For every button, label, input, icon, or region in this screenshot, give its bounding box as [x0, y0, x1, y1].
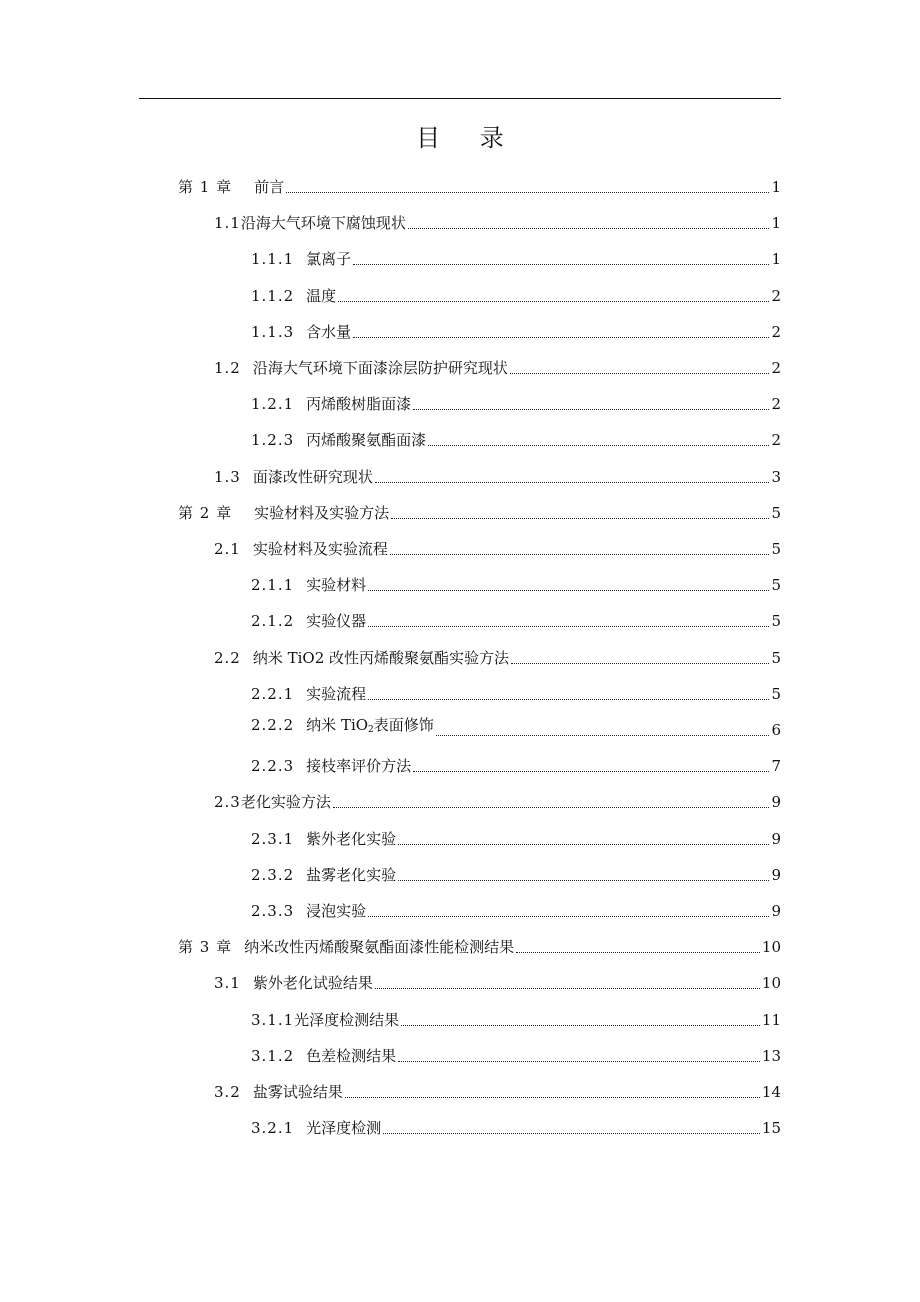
toc-leader-dots — [516, 952, 760, 953]
toc-leader-dots — [398, 880, 769, 881]
toc-entry-number: 2.3 — [214, 793, 241, 811]
toc-entry-label — [214, 1081, 343, 1103]
toc-entry[interactable] — [251, 425, 781, 451]
toc-entry-title: 纳米 TiO2 改性丙烯酸聚氨酯实验方法 — [252, 649, 510, 667]
toc-leader-dots — [391, 518, 769, 519]
toc-page-number: 1 — [771, 214, 781, 232]
toc-page-number: 2 — [771, 431, 781, 449]
toc-entry-label — [251, 248, 351, 270]
toc-entry-label — [214, 466, 373, 488]
toc-entry-label — [251, 574, 366, 596]
toc-page-number: 5 — [771, 685, 781, 703]
toc-entry[interactable] — [214, 353, 781, 379]
toc-entry[interactable] — [214, 643, 781, 669]
toc-entry-number: 2.3.3 — [251, 902, 295, 920]
toc-entry-number: 2.1.1 — [251, 576, 295, 594]
toc-entry[interactable] — [214, 208, 781, 234]
toc-entry-number: 1.2.1 — [251, 395, 295, 413]
toc-page-number: 1 — [771, 178, 781, 196]
toc-leader-dots — [390, 554, 770, 555]
toc-entry[interactable] — [214, 1077, 781, 1103]
toc-entry-label — [214, 791, 331, 813]
toc-entry-title: 含水量 — [306, 323, 352, 341]
toc-leader-dots — [401, 1025, 760, 1026]
toc-entry-label — [214, 647, 509, 669]
toc-page-number: 7 — [771, 757, 781, 775]
toc-leader-dots — [375, 988, 760, 989]
toc-entry-number: 2.3.1 — [251, 830, 295, 848]
toc-entry-number: 3.2.1 — [251, 1119, 295, 1137]
toc-entry-title: 盐雾老化实验 — [306, 866, 397, 884]
toc-entry-number: 2.2.3 — [251, 757, 295, 775]
toc-entry-label — [251, 1009, 399, 1031]
toc-entry-number: 3.1.1 — [251, 1011, 295, 1029]
toc-page-number: 3 — [771, 468, 781, 486]
toc-page-number: 2 — [771, 395, 781, 413]
toc-leader-dots — [353, 264, 769, 265]
toc-entry-number: 2.2 — [214, 649, 241, 667]
toc-entry-title — [306, 714, 434, 741]
toc-entry[interactable] — [251, 244, 781, 270]
toc-entry-title: 盐雾试验结果 — [252, 1083, 343, 1101]
toc-entry-title: 老化实验方法 — [240, 793, 331, 811]
toc-entry-label — [251, 755, 411, 777]
toc-entry[interactable] — [214, 534, 781, 560]
toc-entry-title: 光泽度检测结果 — [294, 1011, 400, 1029]
toc-entry[interactable] — [178, 172, 781, 198]
toc-entry-number: 3.1.2 — [251, 1047, 295, 1065]
toc-leader-dots — [398, 844, 769, 845]
toc-leader-dots — [345, 1097, 760, 1098]
toc-entry[interactable] — [214, 462, 781, 488]
toc-leader-dots — [383, 1133, 760, 1134]
toc-page-number: 5 — [771, 504, 781, 522]
toc-leader-dots — [510, 373, 770, 374]
toc-entry[interactable] — [251, 281, 781, 307]
toc-entry[interactable] — [251, 1005, 781, 1031]
toc-leader-dots — [353, 337, 769, 338]
toc-page-number: 13 — [761, 1047, 781, 1065]
toc-entry-title: 光泽度检测 — [306, 1119, 382, 1137]
toc-entry-number: 1.1.1 — [251, 250, 295, 268]
toc-entry-label — [251, 683, 366, 705]
toc-entry[interactable] — [178, 932, 781, 958]
toc-page-number: 11 — [761, 1011, 781, 1029]
toc-entry-label — [214, 972, 373, 994]
toc-leader-dots — [511, 663, 769, 664]
toc-page-number: 5 — [771, 576, 781, 594]
toc-entry-number: 2.1.2 — [251, 612, 295, 630]
toc-leader-dots — [375, 482, 770, 483]
toc-entry[interactable] — [251, 715, 781, 741]
toc-entry-number: 第 2 章 — [178, 504, 233, 522]
toc-page-number: 9 — [771, 902, 781, 920]
toc-entry-label — [178, 502, 389, 524]
toc-entry-title: 面漆改性研究现状 — [252, 468, 373, 486]
toc-leader-dots — [368, 916, 769, 917]
toc-page-number: 9 — [771, 866, 781, 884]
toc-entry-title: 前言 — [254, 178, 285, 196]
toc-entry-title: 沿海大气环境下面漆涂层防护研究现状 — [252, 359, 508, 377]
toc-entry-title: 沿海大气环境下腐蚀现状 — [240, 214, 406, 232]
page-title: 目 录 — [416, 124, 520, 152]
toc-entry-label — [251, 714, 434, 741]
toc-entry[interactable] — [251, 751, 781, 777]
toc-entry[interactable] — [251, 1041, 781, 1067]
toc-entry-title-part: 表面修饰 — [373, 716, 434, 734]
toc-page-number: 10 — [761, 974, 781, 992]
toc-entry-number: 2.2.2 — [251, 716, 295, 734]
toc-entry-label — [251, 393, 411, 415]
toc-entry-label — [251, 900, 366, 922]
toc-entry-title: 丙烯酸聚氨酯面漆 — [306, 431, 427, 449]
toc-leader-dots — [368, 590, 769, 591]
toc-entry-number: 第 3 章 — [178, 938, 233, 956]
toc-entry[interactable] — [214, 968, 781, 994]
toc-entry[interactable] — [251, 570, 781, 596]
toc-entry-title: 实验材料及实验方法 — [254, 504, 390, 522]
toc-entry-title: 浸泡实验 — [306, 902, 367, 920]
toc-page-number: 14 — [761, 1083, 781, 1101]
toc-page-number: 9 — [771, 793, 781, 811]
header-rule — [139, 98, 781, 99]
toc-page-number: 6 — [771, 721, 781, 739]
toc-entry[interactable] — [251, 606, 781, 632]
toc-leader-dots — [333, 807, 770, 808]
toc-entry[interactable] — [251, 389, 781, 415]
toc-entry-label — [214, 538, 388, 560]
toc-entry-number: 1.3 — [214, 468, 241, 486]
toc-leader-dots — [413, 771, 769, 772]
toc-entry-number: 1.2.3 — [251, 431, 295, 449]
toc-entry[interactable] — [251, 1113, 781, 1139]
toc-page-number: 1 — [771, 250, 781, 268]
toc-entry-label — [178, 936, 514, 958]
toc-leader-dots — [368, 626, 769, 627]
toc-leader-dots — [408, 228, 770, 229]
toc-entry[interactable] — [251, 824, 781, 850]
toc-entry-label — [178, 176, 284, 198]
toc-leader-dots — [338, 301, 769, 302]
toc-entry-title: 实验材料及实验流程 — [252, 540, 388, 558]
toc-page-number: 15 — [761, 1119, 781, 1137]
toc-entry-title: 色差检测结果 — [306, 1047, 397, 1065]
toc-entry[interactable] — [214, 787, 781, 813]
toc-page-number: 9 — [771, 830, 781, 848]
toc-page-number: 2 — [771, 287, 781, 305]
toc-entry[interactable] — [251, 860, 781, 886]
toc-entry-title: 丙烯酸树脂面漆 — [306, 395, 412, 413]
toc-leader-dots — [428, 445, 769, 446]
toc-entry-label — [251, 321, 351, 343]
toc-entry-label — [251, 864, 396, 886]
toc-entry-title: 温度 — [306, 287, 337, 305]
toc-entry-label — [214, 212, 406, 234]
toc-page-number: 5 — [771, 612, 781, 630]
toc-entry[interactable] — [251, 317, 781, 343]
toc-leader-dots — [398, 1061, 760, 1062]
toc-entry-number: 第 1 章 — [178, 178, 233, 196]
toc-entry-number: 3.1 — [214, 974, 241, 992]
toc-page-number: 2 — [771, 323, 781, 341]
toc-page-number: 10 — [761, 938, 781, 956]
toc-entry-title-subscript: 2 — [368, 725, 374, 735]
toc-leader-dots — [413, 409, 769, 410]
toc-entry-title: 紫外老化试验结果 — [252, 974, 373, 992]
toc-entry-number: 1.1.3 — [251, 323, 295, 341]
toc-entry-title-part: 纳米 TiO — [306, 716, 369, 734]
toc-entry-title: 实验流程 — [306, 685, 367, 703]
toc-entry-title: 紫外老化实验 — [306, 830, 397, 848]
toc-entry-number: 2.2.1 — [251, 685, 295, 703]
toc-leader-dots — [368, 699, 769, 700]
toc-entry-number: 3.2 — [214, 1083, 241, 1101]
toc-entry-number: 1.2 — [214, 359, 241, 377]
toc-page-number: 5 — [771, 540, 781, 558]
toc-entry-label — [251, 1117, 381, 1139]
toc-entry-number: 2.1 — [214, 540, 241, 558]
toc-entry-label — [214, 357, 508, 379]
toc-entry[interactable] — [178, 498, 781, 524]
toc-entry-title: 氯离子 — [306, 250, 352, 268]
toc-entry-title: 纳米改性丙烯酸聚氨酯面漆性能检测结果 — [244, 938, 515, 956]
toc-page-number: 5 — [771, 649, 781, 667]
toc-entry-title: 实验仪器 — [306, 612, 367, 630]
toc-entry-label — [251, 610, 366, 632]
toc-entry-label — [251, 828, 396, 850]
toc-entry-number: 2.3.2 — [251, 866, 295, 884]
toc-entry-number: 1.1 — [214, 214, 241, 232]
toc-entry-label — [251, 429, 426, 451]
toc-entry-title: 接枝率评价方法 — [306, 757, 412, 775]
toc-entry-label — [251, 285, 336, 307]
toc-leader-dots — [436, 735, 770, 736]
toc-entry-label — [251, 1045, 396, 1067]
toc-entry[interactable] — [251, 679, 781, 705]
toc-entry[interactable] — [251, 896, 781, 922]
toc-leader-dots — [286, 192, 769, 193]
toc-entry-title: 实验材料 — [306, 576, 367, 594]
toc-page-number: 2 — [771, 359, 781, 377]
toc-entry-number: 1.1.2 — [251, 287, 295, 305]
